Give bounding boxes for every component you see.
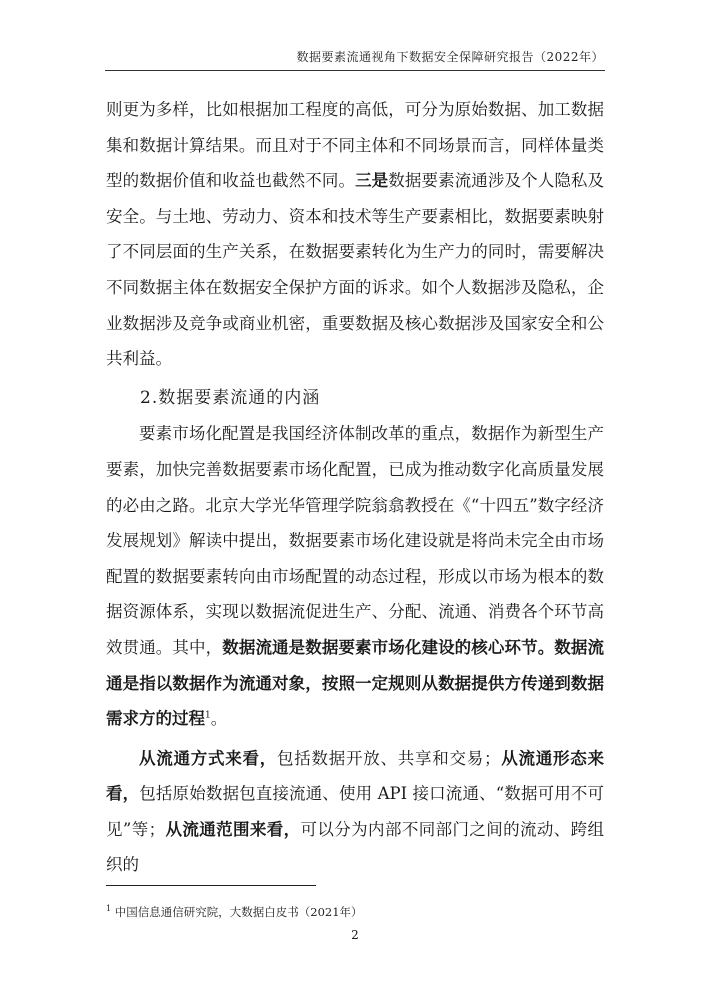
section-heading: 2.数据要素流通的内涵 xyxy=(140,387,321,408)
page-number: 2 xyxy=(351,928,359,942)
footnote-marker: 1 xyxy=(106,904,112,914)
emphasis-text: 从流通形态来看， xyxy=(106,748,604,804)
footnote xyxy=(106,904,363,920)
paragraph-text: 可以分为内部不同部门之间的流动、跨组织的 xyxy=(106,819,605,875)
running-header: 数据要素流通视角下数据安全保障研究报告（2022年） xyxy=(296,50,604,64)
paragraph-text: 要素市场化配置是我国经济体制改革的重点，数据作为新型生产要素，加快完善数据要素市场化配置，已成为推动数字化高质量发展的必由之路。北京大学光华管理学院翁翕教授在《“十四五”数字经济发展规划》解读中提出，数据要素市场化建设就是将尚未完全由市场配置的数据要素转向由市场配置的动态过程，形成以市场为根本的数据资源体系，实现以数据流促进生产、分配、流通、消费各个环节高效贯通。其中， xyxy=(106,424,604,657)
paragraph-text: 数据要素流通涉及个人隐私及安全。与土地、劳动力、资本和技术等生产要素相比，数据要素映射了不同层面的生产关系，在数据要素转化为生产力的同时，需要解决不同数据主体在数据安全保护方面的诉求。如个人数据涉及隐私，企业数据涉及竞争或商业机密，重要数据及核心数据涉及国家安全和公共利益。 xyxy=(106,171,605,369)
paragraph-text: 包括数据开放、共享和交易； xyxy=(277,748,501,768)
footnote-text: 中国信息通信研究院，大数据白皮书（2021年） xyxy=(114,905,363,919)
footnote-reference[interactable]: 1 xyxy=(205,710,211,721)
body-text xyxy=(106,92,604,883)
paragraph-continuation xyxy=(106,92,604,377)
emphasis-text: 从流通方式来看， xyxy=(139,748,277,768)
header-rule xyxy=(105,70,605,71)
paragraph xyxy=(106,741,604,883)
emphasis-text: 三是 xyxy=(355,171,389,191)
emphasis-text: 从流通范围来看， xyxy=(165,819,301,839)
emphasis-text: 数据流通是数据要素市场化建设的核心环节。数据流通是指以数据作为流通对象，按照一定规则从数据提供方传递到数据需求方的过程 xyxy=(106,637,605,729)
paragraph xyxy=(106,416,604,736)
paragraph-text: 则更为多样，比如根据加工程度的高低，可分为原始数据、加工数据集和数据计算结果。而且对于不同主体和不同场景而言，同样体量类型的数据价值和收益也截然不同。 xyxy=(106,100,604,191)
footnote-rule xyxy=(106,885,316,886)
paragraph-text: 包括原始数据包直接流通、使用 API 接口流通、“数据可用不可见”等； xyxy=(106,784,604,839)
paragraph-text: 。 xyxy=(210,709,228,729)
